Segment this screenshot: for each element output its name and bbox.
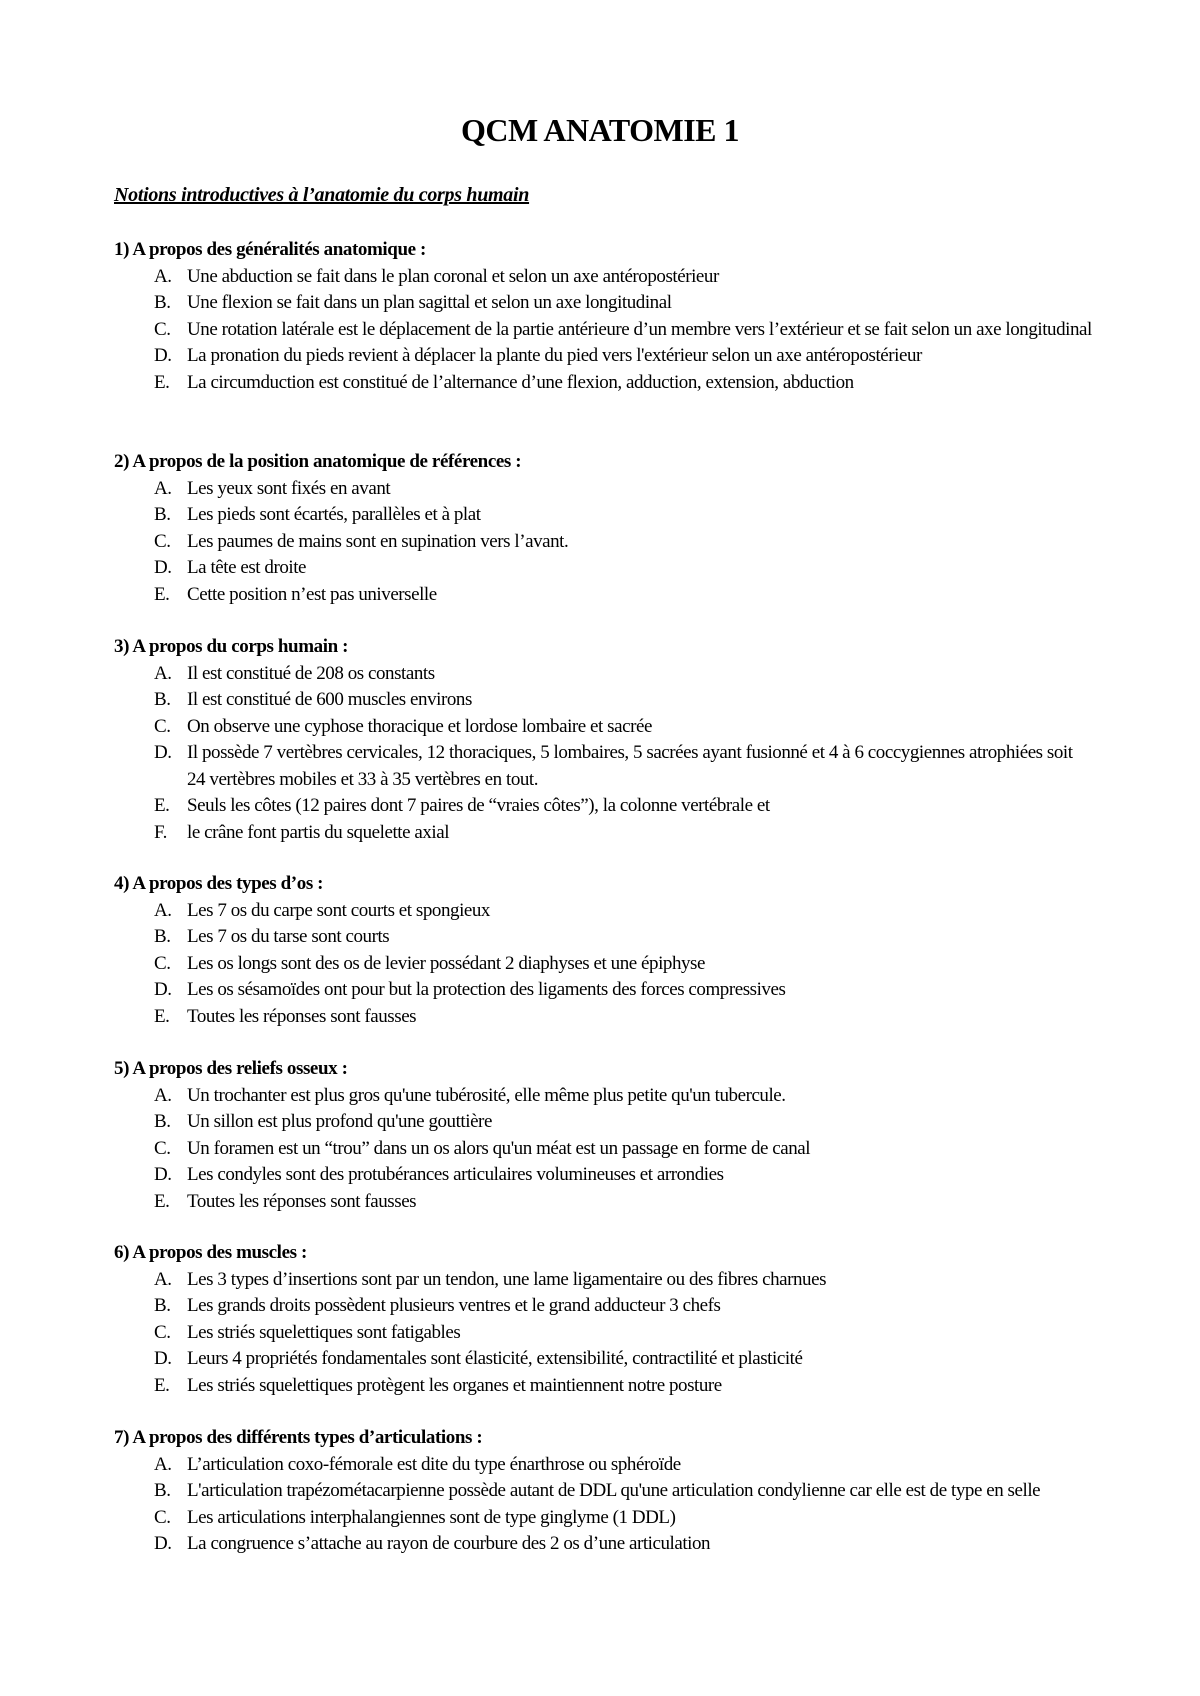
answer-option [114,793,1094,820]
answer-option [114,1136,1094,1163]
answer-text: Les grands droits possèdent plusieurs ventres et le grand adducteur 3 chefs [187,1295,721,1316]
answer-text: Un sillon est plus profond qu'une gouttière [187,1111,492,1132]
answer-list [114,1452,1094,1558]
question-title: 2) A propos de la position anatomique de références : [114,451,522,472]
answer-letter: E. [154,1190,170,1212]
answer-letter: E. [154,1005,170,1027]
answer-text: Il possède 7 vertèbres cervicales, 12 thoraciques, 5 lombaires, 5 sacrées ayant fusionné et 4 à 6 coccygiennes atrophiées soit 24 vertèbres mobiles et 33 à 35 vertèbres en tout. [187,742,1073,790]
question-title: 7) A propos des différents types d’articulations : [114,1427,483,1448]
answer-list [114,264,1094,397]
answer-letter: B. [154,292,171,313]
answer-text: La tête est droite [187,557,307,578]
answer-option [114,343,1094,370]
answer-text: Seuls les côtes (12 paires dont 7 paires de “vraies côtes”), la colonne vertébrale et [187,795,770,816]
answer-text: La congruence s’attache au rayon de courbure des 2 os d’une articulation [187,1533,711,1554]
answer-text: Leurs 4 propriétés fondamentales sont élasticité, extensibilité, contractilité et plasticité [187,1348,803,1369]
answer-text: Cette position n’est pas universelle [187,583,437,605]
answer-letter: A. [154,1453,172,1475]
answer-option [114,1162,1094,1189]
answer-text: Les 7 os du carpe sont courts et spongieux [187,899,490,921]
answer-option [114,1505,1094,1532]
answer-list [114,1083,1094,1216]
answer-option [114,264,1094,291]
answer-option [114,1109,1094,1136]
question-6 [114,1240,1094,1399]
answer-option [114,1293,1094,1320]
answer-text: Les paumes de mains sont en supination vers l’avant. [187,530,569,552]
answer-option [114,1267,1094,1294]
document-title: QCM ANATOMIE 1 [460,112,740,148]
answer-text: Une abduction se fait dans le plan coronal et selon un axe antéropostérieur [187,265,719,287]
answer-option [114,740,1094,793]
answer-option [114,924,1094,951]
answer-text: Les pieds sont écartés, parallèles et à plat [187,504,481,525]
answer-option [114,582,1094,609]
answer-option [114,1373,1094,1400]
answer-letter: A. [154,662,172,684]
answer-letter: B. [154,1111,171,1132]
answer-letter: B. [154,689,171,710]
answer-letter: C. [154,530,171,552]
question-title: 6) A propos des muscles : [114,1242,307,1263]
answer-letter: C. [154,952,171,974]
answer-text: L’articulation coxo-fémorale est dite du type énarthrose ou sphéroïde [187,1453,681,1475]
question-title: 5) A propos des reliefs osseux : [114,1058,348,1079]
question-3 [114,634,1094,846]
answer-text: Une flexion se fait dans un plan sagittal et selon un axe longitudinal [187,292,672,313]
answer-letter: E. [154,371,170,393]
answer-letter: D. [154,345,172,366]
answer-letter: F. [154,821,167,843]
answer-option [114,1004,1094,1031]
answer-letter: C. [154,1506,171,1528]
answer-letter: E. [154,795,170,816]
answer-option [114,898,1094,925]
answer-letter: D. [154,979,172,1000]
answer-option [114,476,1094,503]
answer-letter: A. [154,1268,172,1290]
answer-letter: C. [154,1137,171,1159]
answer-text: Les condyles sont des protubérances articulaires volumineuses et arrondies [187,1164,724,1185]
answer-option [114,661,1094,688]
answer-option [114,1083,1094,1110]
answer-text: Les os longs sont des os de levier possédant 2 diaphyses et une épiphyse [187,952,705,974]
answer-letter: D. [154,742,172,763]
answer-text: le crâne font partis du squelette axial [187,821,450,843]
answer-option [114,555,1094,582]
answer-letter: D. [154,1164,172,1185]
question-4 [114,871,1094,1030]
answer-text: Les striés squelettiques sont fatigables [187,1321,461,1343]
answer-text: Un foramen est un “trou” dans un os alors qu'un méat est un passage en forme de canal [187,1137,811,1159]
question-title: 1) A propos des généralités anatomique : [114,239,426,260]
section-subtitle: Notions introductives à l’anatomie du corps humain [114,184,530,206]
question-7 [114,1425,1094,1558]
answer-letter: B. [154,504,171,525]
answer-list [114,898,1094,1031]
answer-letter: D. [154,557,172,578]
answer-letter: A. [154,477,172,499]
question-title: 3) A propos du corps humain : [114,636,349,657]
answer-option [114,529,1094,556]
answer-text: Les os sésamoïdes ont pour but la protection des ligaments des forces compressives [187,979,786,1000]
answer-text: Il est constitué de 208 os constants [187,662,435,684]
answer-text: Les striés squelettiques protègent les organes et maintiennent notre posture [187,1374,722,1396]
answer-letter: C. [154,1321,171,1343]
answer-option [114,290,1094,317]
answer-text: Les 7 os du tarse sont courts [187,926,390,947]
answer-text: L'articulation trapézométacarpienne possède autant de DDL qu'une articulation condylienne car elle est de type en selle [187,1480,1041,1501]
question-title: 4) A propos des types d’os : [114,873,324,894]
answer-option [114,1346,1094,1373]
answer-list [114,661,1094,847]
answer-text: Toutes les réponses sont fausses [187,1190,417,1212]
answer-letter: A. [154,265,172,287]
answer-letter: C. [154,715,171,737]
answer-option [114,502,1094,529]
answer-option [114,687,1094,714]
answer-option [114,1531,1094,1558]
answer-option [114,977,1094,1004]
question-2 [114,449,1094,608]
answer-option [114,1189,1094,1216]
answer-list [114,1267,1094,1400]
question-1 [114,237,1094,396]
answer-option [114,1320,1094,1347]
answer-letter: E. [154,583,170,605]
answer-letter: D. [154,1348,172,1369]
answer-letter: A. [154,1084,172,1106]
answer-option [114,317,1094,344]
answer-letter: B. [154,926,171,947]
answer-letter: A. [154,899,172,921]
answer-text: La pronation du pieds revient à déplacer la plante du pied vers l'extérieur selon un axe antéropostérieur [187,345,922,366]
answer-letter: C. [154,318,171,340]
answer-option [114,951,1094,978]
answer-letter: B. [154,1295,171,1316]
answer-text: La circumduction est constitué de l’alternance d’une flexion, adduction, extension, abduction [187,371,854,393]
answer-option [114,820,1094,847]
answer-letter: D. [154,1533,172,1554]
answer-letter: E. [154,1374,170,1396]
answer-option [114,714,1094,741]
answer-text: Les yeux sont fixés en avant [187,477,391,499]
answer-text: On observe une cyphose thoracique et lordose lombaire et sacrée [187,715,652,737]
answer-option [114,370,1094,397]
answer-option [114,1452,1094,1479]
answer-letter: B. [154,1480,171,1501]
question-5 [114,1056,1094,1215]
answer-text: Une rotation latérale est le déplacement de la partie antérieure d’un membre vers l’extérieur et se fait selon un axe longitudinal [187,318,1092,340]
answer-text: Toutes les réponses sont fausses [187,1005,417,1027]
answer-text: Les 3 types d’insertions sont par un tendon, une lame ligamentaire ou des fibres charnues [187,1268,827,1290]
answer-text: Un trochanter est plus gros qu'une tubérosité, elle même plus petite qu'un tubercule. [187,1084,786,1106]
answer-option [114,1478,1094,1505]
answer-text: Les articulations interphalangiennes sont de type ginglyme (1 DDL) [187,1506,676,1528]
answer-text: Il est constitué de 600 muscles environs [187,689,472,710]
answer-list [114,476,1094,609]
